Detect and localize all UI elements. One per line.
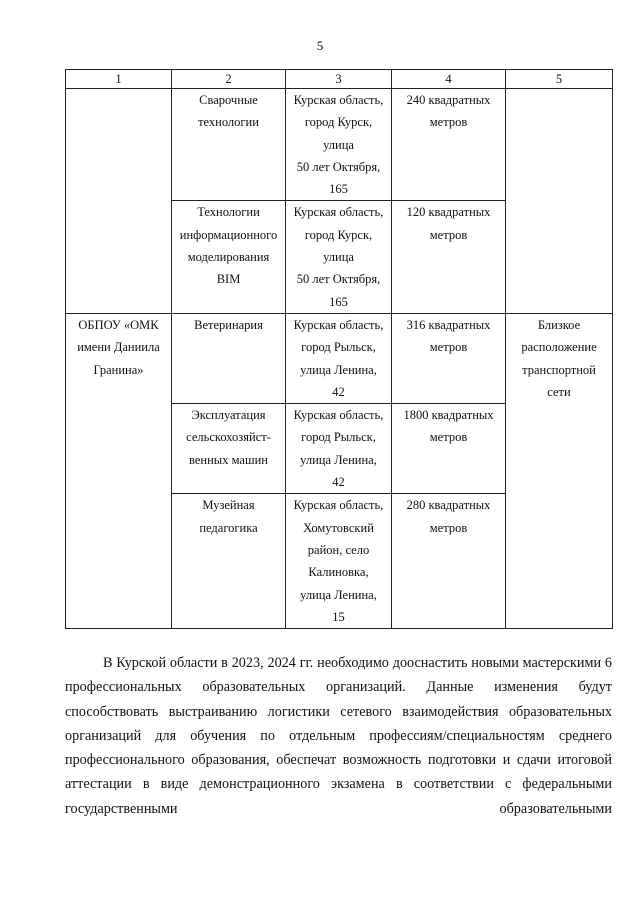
table-row xyxy=(66,313,613,403)
note-cell: Близкое расположение транспортной сети xyxy=(506,313,613,403)
area-cell: 280 квадратных метров xyxy=(392,494,506,629)
column-header: 3 xyxy=(286,70,392,89)
specialty-cell: Сварочные технологии xyxy=(172,89,286,201)
note-cell xyxy=(506,404,613,494)
address-cell: Курская область, город Рыльск, улица Ленина, 42 xyxy=(286,404,392,494)
column-header: 1 xyxy=(66,70,172,89)
column-header: 2 xyxy=(172,70,286,89)
table-row xyxy=(66,201,613,313)
table-row xyxy=(66,494,613,629)
table-row xyxy=(66,89,613,201)
page-number: 5 xyxy=(316,38,324,53)
area-cell: 240 квадратных метров xyxy=(392,89,506,201)
specialty-cell: Ветеринария xyxy=(172,313,286,403)
workshops-table xyxy=(65,69,613,629)
table-row xyxy=(66,404,613,494)
note-cell xyxy=(506,494,613,629)
organization-cell xyxy=(66,201,172,313)
column-header: 4 xyxy=(392,70,506,89)
organization-cell xyxy=(66,89,172,201)
note-cell xyxy=(506,89,613,201)
specialty-cell: Эксплуатация сельскохозяйст- венных машин xyxy=(172,404,286,494)
area-cell: 120 квадратных метров xyxy=(392,201,506,313)
note-cell xyxy=(506,201,613,313)
column-header: 5 xyxy=(506,70,613,89)
table-header-row xyxy=(66,70,613,89)
organization-cell: ОБПОУ «ОМК имени Даниила Гранина» xyxy=(66,313,172,403)
body-paragraph: В Курской области в 2023, 2024 гг. необходимо дооснастить новыми мастерскими 6 профессиональных образовательных организаций. Данные изменения будут способствовать выстраиванию логистики сетевого взаимодействия образовательных организаций для обучения по отдельным профессиям/специальностям среднего профессионального образования, обеспечат возможность подготовки и сдачи итоговой аттестации в виде демонстрационного экзамена в соответствии с федеральными государственными образовательными xyxy=(65,655,612,817)
area-cell: 1800 квадратных метров xyxy=(392,404,506,494)
area-cell: 316 квадратных метров xyxy=(392,313,506,403)
organization-cell xyxy=(66,404,172,494)
specialty-cell: Технологии информационного моделирования BIM xyxy=(172,201,286,313)
address-cell: Курская область, город Рыльск, улица Ленина, 42 xyxy=(286,313,392,403)
address-cell: Курская область, город Курск, улица 50 лет Октября, 165 xyxy=(286,89,392,201)
organization-cell xyxy=(66,494,172,629)
specialty-cell: Музейная педагогика xyxy=(172,494,286,629)
address-cell: Курская область, Хомутовский район, село Калиновка, улица Ленина, 15 xyxy=(286,494,392,629)
address-cell: Курская область, город Курск, улица 50 лет Октября, 165 xyxy=(286,201,392,313)
